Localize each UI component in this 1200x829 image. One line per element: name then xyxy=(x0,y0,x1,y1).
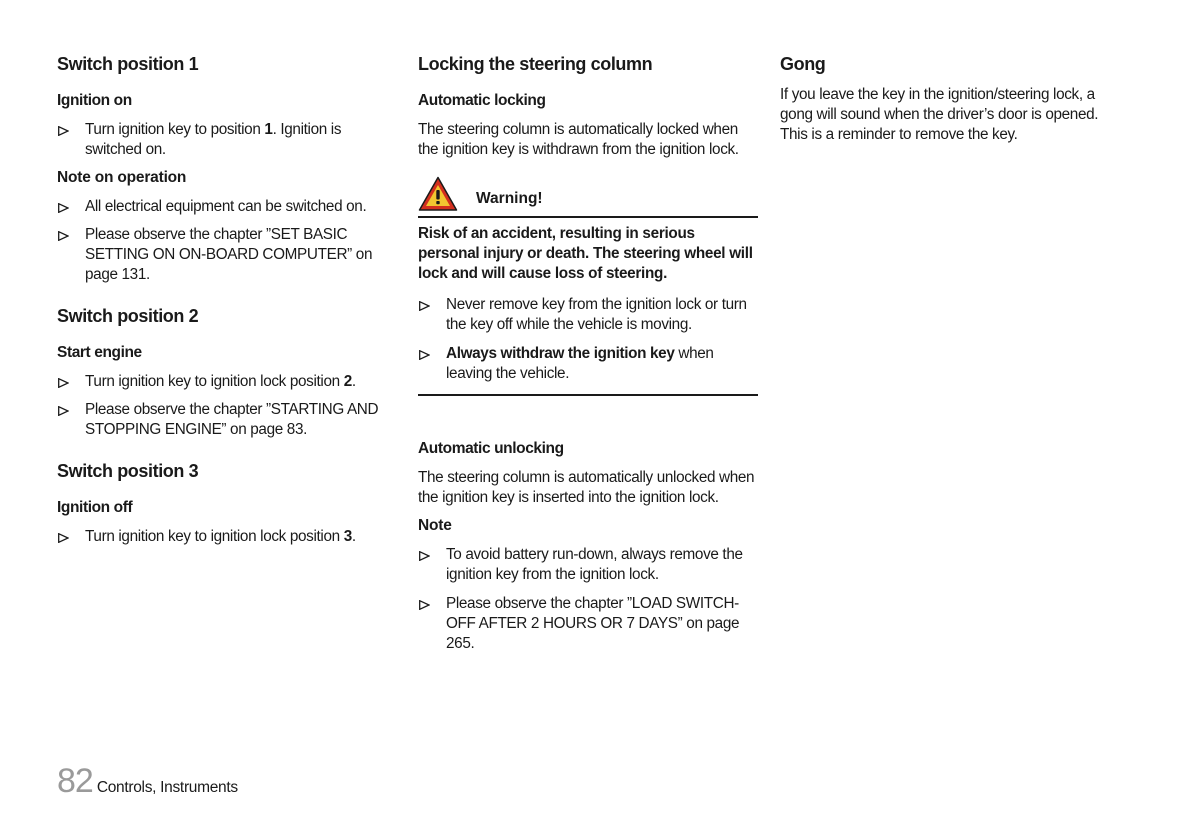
section-name: Controls, Instruments xyxy=(96,779,238,796)
heading-gong: Gong xyxy=(780,54,826,74)
page-number: 82 xyxy=(57,762,93,800)
triangle-bullet-icon xyxy=(58,126,69,136)
triangle-bullet-icon xyxy=(58,203,69,213)
subheading-note-on-operation: Note on operation xyxy=(57,169,187,186)
warning-title: Warning! xyxy=(476,190,543,207)
list-item: Please observe the chapter ”SET BASIC SETTING ON ON-BOARD COMPUTER” on page 131. xyxy=(57,225,397,285)
triangle-bullet-icon xyxy=(419,301,430,311)
page-footer xyxy=(57,762,238,801)
list-item: Please observe the chapter ”STARTING AND STOPPING ENGINE” on page 83. xyxy=(57,400,397,440)
triangle-bullet-icon xyxy=(58,406,69,416)
heading-switch-position-3: Switch position 3 xyxy=(57,461,199,481)
warning-text: Risk of an accident, resulting in serious personal injury or death. The steering wheel will lock and will cause loss of steering. xyxy=(418,225,753,282)
triangle-bullet-icon xyxy=(419,350,430,360)
subheading-automatic-unlocking: Automatic unlocking xyxy=(418,440,564,457)
triangle-bullet-icon xyxy=(419,600,430,610)
subheading-automatic-locking: Automatic locking xyxy=(418,92,546,109)
list-item: To avoid battery run-down, always remove the ignition key from the ignition lock. xyxy=(418,545,758,585)
triangle-bullet-icon xyxy=(58,231,69,241)
subheading-ignition-off: Ignition off xyxy=(57,499,133,516)
warning-block xyxy=(418,224,758,396)
heading-switch-position-1: Switch position 1 xyxy=(57,54,199,74)
list-item: Turn ignition key to position 1. Ignition is switched on. xyxy=(57,120,397,160)
list-item: Always withdraw the ignition key when leaving the vehicle. xyxy=(418,344,758,384)
list-item: Turn ignition key to ignition lock position 2. xyxy=(57,372,397,392)
warning-triangle-icon xyxy=(418,176,458,212)
heading-switch-position-2: Switch position 2 xyxy=(57,306,199,326)
list-item: Turn ignition key to ignition lock position 3. xyxy=(57,527,397,547)
column-2 xyxy=(418,52,758,654)
paragraph-automatic-locking: The steering column is automatically locked when the ignition key is withdrawn from the ignition lock. xyxy=(418,121,739,158)
paragraph-automatic-unlocking: The steering column is automatically unlocked when the ignition key is inserted into the ignition lock. xyxy=(418,469,755,506)
list-item: Never remove key from the ignition lock or turn the key off while the vehicle is moving. xyxy=(418,295,758,335)
triangle-bullet-icon xyxy=(58,378,69,388)
heading-locking-steering-column: Locking the steering column xyxy=(418,54,653,74)
subheading-start-engine: Start engine xyxy=(57,344,142,361)
paragraph-gong: If you leave the key in the ignition/steering lock, a gong will sound when the driver’s door is opened. This is a reminder to remove the key. xyxy=(780,86,1099,143)
triangle-bullet-icon xyxy=(58,533,69,543)
warning-header xyxy=(418,176,758,218)
column-1 xyxy=(57,52,397,547)
column-3 xyxy=(780,52,1120,145)
subheading-note: Note xyxy=(418,517,452,534)
list-item: All electrical equipment can be switched on. xyxy=(57,197,397,217)
subheading-ignition-on: Ignition on xyxy=(57,92,132,109)
list-item: Please observe the chapter ”LOAD SWITCH-OFF AFTER 2 HOURS OR 7 DAYS” on page 265. xyxy=(418,594,758,654)
triangle-bullet-icon xyxy=(419,551,430,561)
